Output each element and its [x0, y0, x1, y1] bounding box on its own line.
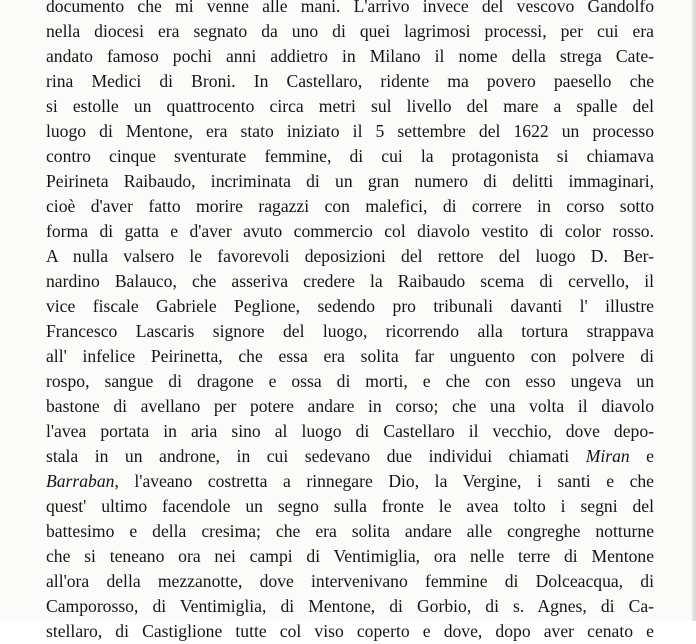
text-line-18: l'avea portata in aria sino al luogo di Castellaro il vecchio, dove depo-	[46, 421, 654, 441]
text-line-14: Francesco Lascaris signore del luogo, ricorrendo alla tortura strappava	[46, 321, 654, 341]
text-line-5: si estolle un quattrocento circa metri sul livello del mare a spalle del	[46, 96, 654, 116]
text-line-11: A nulla valsero le favorevoli deposizioni del rettore del luogo D. Ber-	[46, 246, 654, 266]
italic-name-barraban: Barraban	[46, 471, 115, 491]
text-line-12: nardino Balauco, che asseriva credere la Raibaudo scema di cervello, il	[46, 271, 654, 291]
text-line-6: luogo di Mentone, era stato iniziato il 5 settembre del 1622 un processo	[46, 121, 654, 141]
text-line-21: quest' ultimo facendole un segno sulla fronte le avea tolto i segni del	[46, 496, 654, 516]
page-edge	[692, 0, 696, 621]
text-line-15: all' infelice Peirinetta, che essa era solita far unguento con polvere di	[46, 346, 654, 366]
text-line-9: cioè d'aver fatto morire ragazzi con malefici, di correre in corso sotto	[46, 196, 654, 216]
text-line-17: bastone di avellano per potere andare in corso; che una volta il diavolo	[46, 396, 654, 416]
text-line-13: vice fiscale Gabriele Peglione, sedendo pro tribunali davanti l' illustre	[46, 296, 654, 316]
text-line-22: battesimo e della cresima; che era solita andare alle congreghe notturne	[46, 521, 654, 541]
text-line-26: stellaro, di Castiglione tutte col viso coperto e dove, dopo aver cenato e	[46, 621, 654, 641]
text-line-8: Peirineta Raibaudo, incriminata di un gran numero di delitti immaginari,	[46, 171, 654, 191]
text-line-16: rospo, sangue di dragone e ossa di morti, e che con esso ungeva un	[46, 371, 654, 391]
text-line-20: Barraban, l'aveano costretta a rinnegare Dio, la Vergine, i santi e che	[46, 471, 654, 491]
text-line-25: Camporosso, di Ventimiglia, di Mentone, di Gorbio, di s. Agnes, di Ca-	[46, 596, 654, 616]
text-line-10: forma di gatta e d'aver avuto commercio col diavolo vestito di color rosso.	[46, 221, 654, 241]
text-line-3: andato famoso pochi anni addietro in Milano il nome della strega Cate-	[46, 46, 654, 66]
text-line-23: che si teneano ora nei campi di Ventimiglia, ora nelle terre di Mentone	[46, 546, 654, 566]
text-line-4: rina Medici di Broni. In Castellaro, ridente ma povero paesello che	[46, 71, 654, 91]
text-line-24: all'ora della mezzanotte, dove intervenivano femmine di Dolceacqua, di	[46, 571, 654, 591]
text-line-1: documento che mi venne alle mani. L'arrivo invece del vescovo Gandolfo	[46, 0, 654, 16]
document-text	[46, 0, 654, 644]
italic-name-miran: Miran	[585, 446, 630, 466]
text-line-7: contro cinque sventurate femmine, di cui la protagonista si chiamava	[46, 146, 654, 166]
text-line-2: nella diocesi era segnato da uno di quei lagrimosi processi, per cui era	[46, 21, 654, 41]
text-line-19: stala in un androne, in cui sedevano due individui chiamati Miran e	[46, 446, 654, 466]
